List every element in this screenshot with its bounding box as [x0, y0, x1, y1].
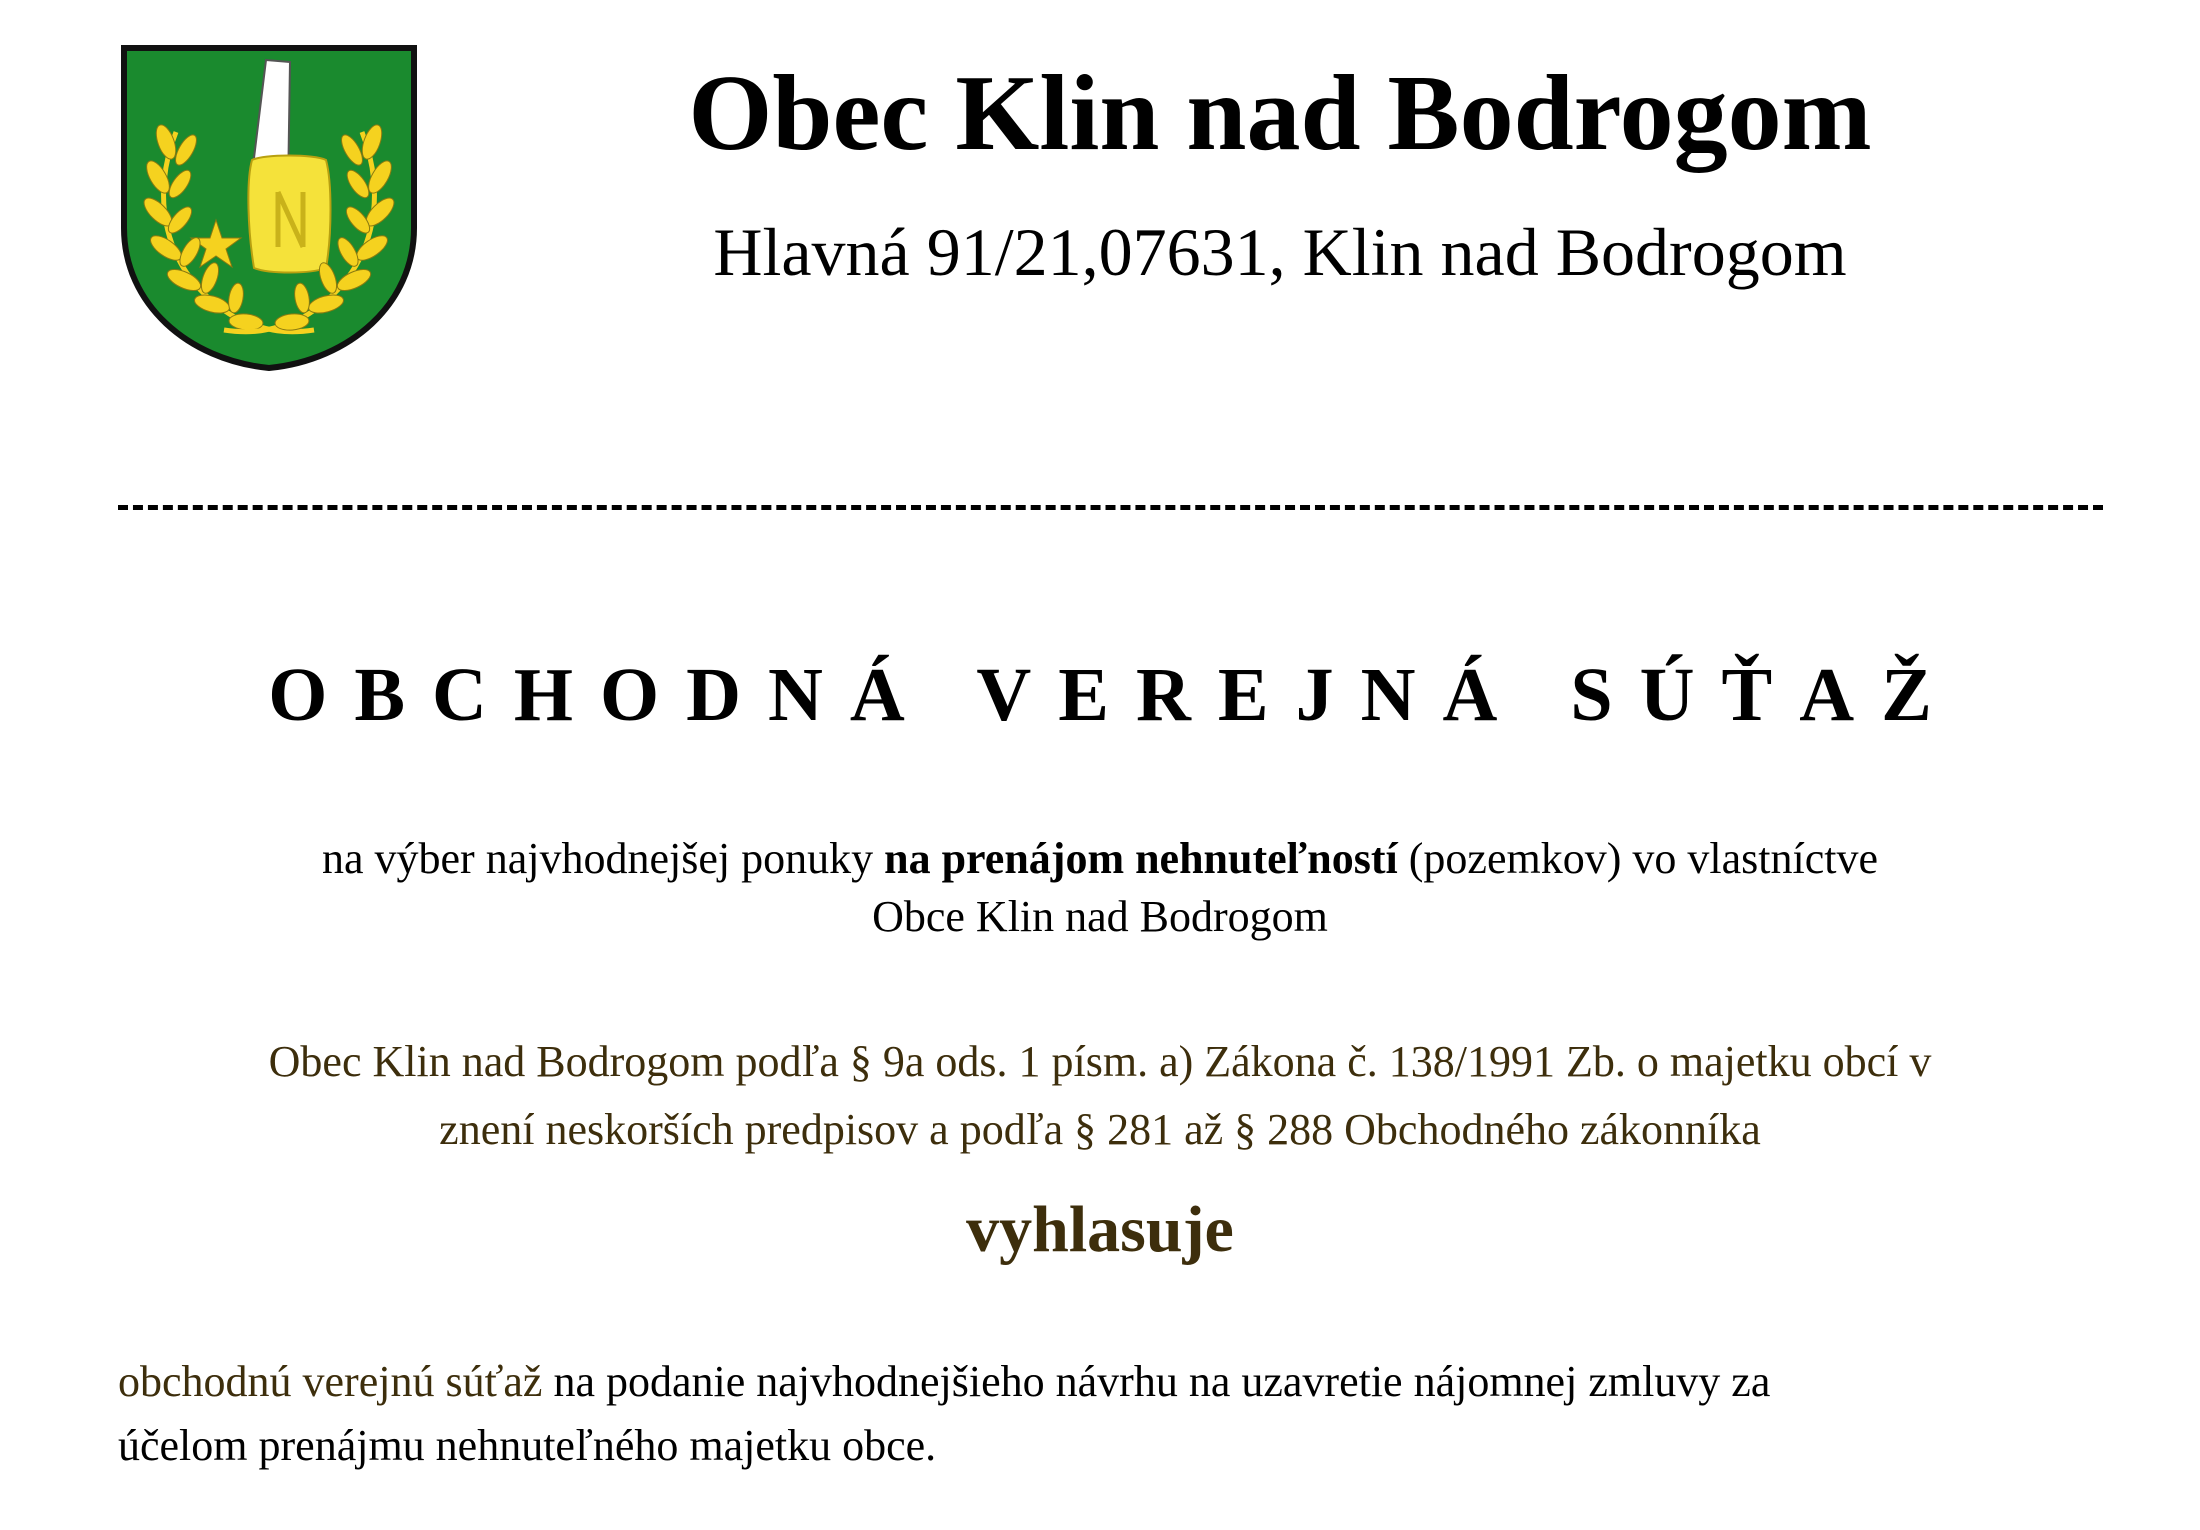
- legal-line-2: znení neskorších predpisov a podľa § 281 až § 288 Obchodného zákonníka: [439, 1105, 1761, 1154]
- subtitle-bold: na prenájom nehnuteľností: [884, 834, 1398, 883]
- body-line-1: [118, 1350, 2078, 1414]
- document-title: OBCHODNÁ VEREJNÁ SÚŤAŽ: [268, 653, 1959, 737]
- subtitle-line-1: [160, 830, 2040, 888]
- announce-verb: vyhlasuje: [966, 1193, 1234, 1266]
- document-subtitle: [160, 830, 2040, 946]
- header-divider: [118, 505, 2103, 510]
- coat-of-arms-icon: [118, 42, 420, 372]
- legal-line-1: Obec Klin nad Bodrogom podľa § 9a ods. 1 písm. a) Zákona č. 138/1991 Zb. o majetku obcí v: [268, 1037, 1932, 1086]
- body-lead: obchodnú verejnú súťaž: [118, 1357, 543, 1406]
- subtitle-line-2: Obce Klin nad Bodrogom: [872, 892, 1328, 941]
- subtitle-part-2: (pozemkov) vo vlastníctve: [1397, 834, 1878, 883]
- municipality-address: Hlavná 91/21,07631, Klin nad Bodrogom: [713, 214, 1847, 290]
- body-paragraph: [118, 1350, 2078, 1478]
- body-rest: na podanie najvhodnejšieho návrhu na uzavretie nájomnej zmluvy za: [542, 1357, 1771, 1406]
- body-line-2: účelom prenájmu nehnuteľného majetku obce.: [118, 1421, 937, 1470]
- subtitle-part-1: na výber najvhodnejšej ponuky: [322, 834, 885, 883]
- legal-basis: [150, 1028, 2050, 1164]
- municipality-name: Obec Klin nad Bodrogom: [688, 54, 1872, 173]
